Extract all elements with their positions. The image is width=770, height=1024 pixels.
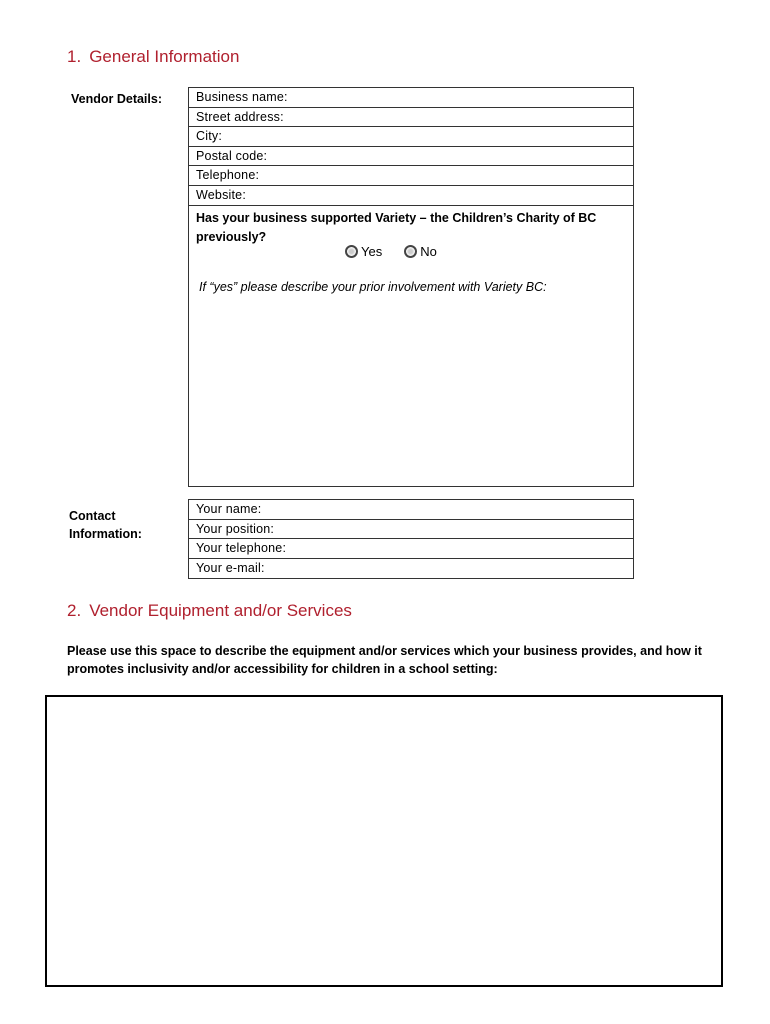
section-1-number: 1. [67, 47, 82, 66]
vendor-details-form [188, 87, 634, 487]
prior-involvement-prompt: If “yes” please describe your prior involvement with Variety BC: [199, 280, 547, 294]
equipment-services-instructions: Please use this space to describe the equipment and/or services which your business provides, and how it promotes inclusivity and/or accessibility for children in a school setting: [67, 644, 702, 676]
prior-support-question: Has your business supported Variety – the Children’s Charity of BC previously? [196, 210, 597, 244]
yes-radio-label: Yes [361, 244, 383, 259]
no-radio[interactable] [404, 244, 437, 259]
no-radio-circle[interactable] [404, 245, 417, 258]
website-field[interactable]: Website: [189, 186, 633, 206]
contact-label-line-1: Contact [69, 509, 116, 523]
contact-information-form [188, 499, 634, 579]
no-radio-label: No [420, 244, 437, 259]
section-2-title: Vendor Equipment and/or Services [89, 601, 352, 620]
telephone-field[interactable]: Telephone: [189, 166, 633, 186]
yes-radio-circle[interactable] [345, 245, 358, 258]
equipment-services-input[interactable] [47, 697, 721, 985]
equipment-services-box [45, 695, 723, 987]
city-field[interactable]: City: [189, 127, 633, 147]
contact-information-label [69, 507, 142, 543]
section-1-heading [67, 47, 239, 67]
vendor-details-label: Vendor Details: [71, 92, 162, 106]
street-address-field[interactable]: Street address: [189, 108, 633, 128]
section-2-number: 2. [67, 601, 82, 620]
prior-support-options [345, 244, 437, 259]
business-name-field[interactable]: Business name: [189, 88, 633, 108]
your-name-field[interactable]: Your name: [189, 500, 633, 520]
section-2-heading [67, 601, 352, 621]
section-1-title: General Information [89, 47, 240, 66]
yes-radio[interactable] [345, 244, 382, 259]
prior-involvement-input[interactable] [195, 308, 627, 480]
contact-label-line-2: Information: [69, 527, 142, 541]
your-position-field[interactable]: Your position: [189, 520, 633, 540]
your-email-field[interactable]: Your e-mail: [196, 560, 265, 575]
your-telephone-field[interactable]: Your telephone: [189, 539, 633, 559]
postal-code-field[interactable]: Postal code: [189, 147, 633, 167]
